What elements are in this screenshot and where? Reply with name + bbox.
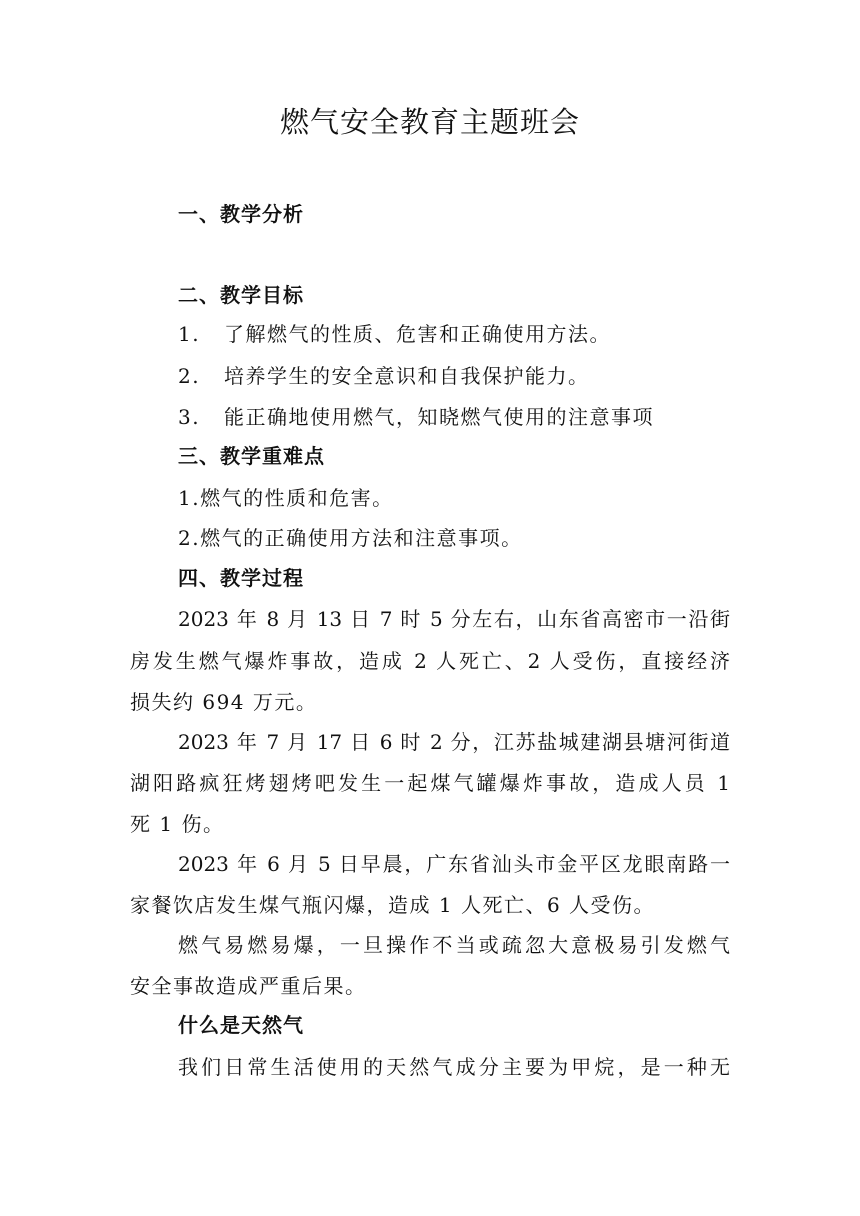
section-heading-analysis: 一、教学分析 [178,202,304,226]
goal-number: 1. [178,322,201,346]
goal-item [178,360,730,389]
paragraph-line: 湖阳路疯狂烤翅烤吧发生一起煤气罐爆炸事故，造成人员 1 [130,771,730,795]
goal-number: 3. [178,405,201,429]
subheading-natural-gas: 什么是天然气 [178,1013,304,1037]
paragraph-line: 死 1 伤。 [130,812,225,836]
paragraph-line: 2023 年 8 月 13 日 7 时 5 分左右，山东省高密市一沿街 [178,607,730,631]
goal-text: 了解燃气的性质、危害和正确使用方法。 [224,322,611,346]
paragraph-line: 家餐饮店发生煤气瓶闪爆，造成 1 人死亡、6 人受伤。 [130,893,656,917]
document-title: 燃气安全教育主题班会 [279,105,580,139]
paragraph-line: 燃气易燃易爆，一旦操作不当或疏忽大意极易引发燃气 [178,933,730,957]
goal-item [178,401,730,430]
goal-text: 能正确地使用燃气，知晓燃气使用的注意事项 [224,405,654,429]
goal-item [178,318,730,347]
paragraph-line: 我们日常生活使用的天然气成分主要为甲烷，是一种无 [178,1055,730,1079]
paragraph-line: 损失约 694 万元。 [130,690,318,714]
paragraph-line: 2023 年 7 月 17 日 6 时 2 分，江苏盐城建湖县塘河街道 [178,730,730,754]
section-heading-goals: 二、教学目标 [178,283,304,307]
section-heading-process: 四、教学过程 [178,566,304,590]
key-point-item: 2.燃气的正确使用方法和注意事项。 [178,526,523,550]
goal-number: 2. [178,364,201,388]
paragraph-line: 房发生燃气爆炸事故，造成 2 人死亡、2 人受伤，直接经济 [130,649,730,673]
paragraph-line: 安全事故造成严重后果。 [130,974,367,998]
section-heading-key-points: 三、教学重难点 [178,444,325,468]
key-point-item: 1.燃气的性质和危害。 [178,486,394,510]
paragraph-line: 2023 年 6 月 5 日早晨，广东省汕头市金平区龙眼南路一 [178,852,730,876]
goal-text: 培养学生的安全意识和自我保护能力。 [224,364,590,388]
